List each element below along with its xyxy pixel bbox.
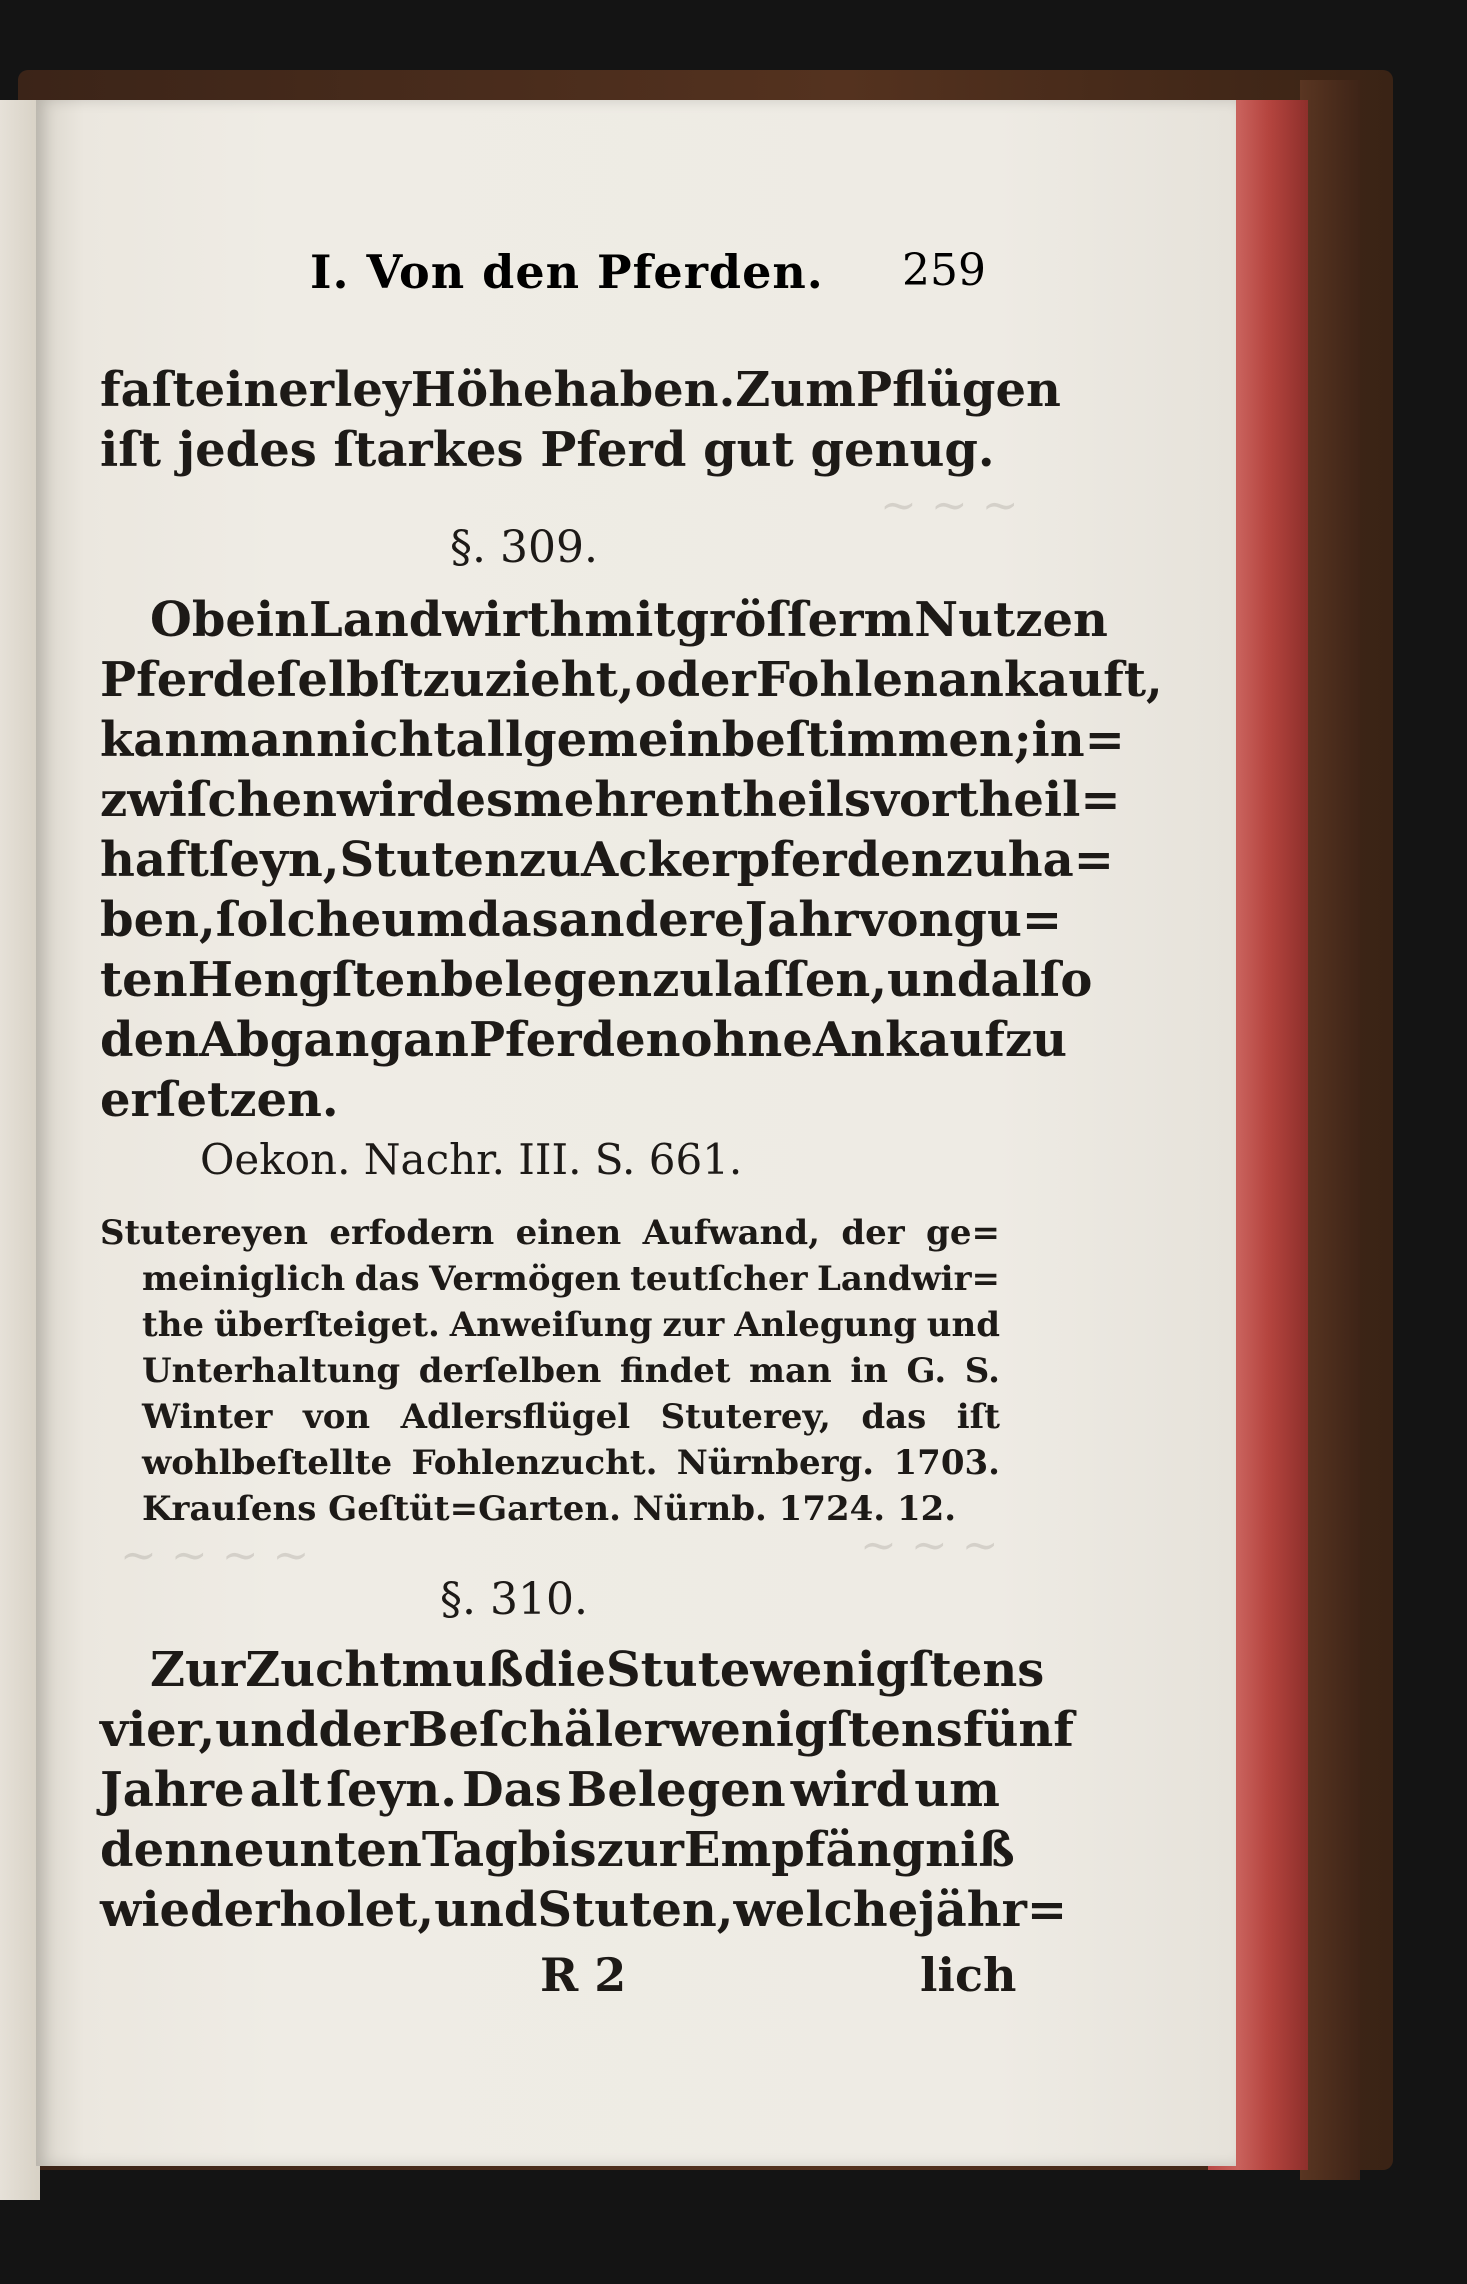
text-line xyxy=(100,1880,1068,1940)
word: Das xyxy=(461,1762,562,1818)
word: nicht xyxy=(316,712,456,768)
word: mit xyxy=(584,592,676,648)
bleed-through-mark: ~ ~ ~ xyxy=(860,1520,999,1571)
page-number: 259 xyxy=(902,245,986,296)
word: Anlegung xyxy=(734,1305,917,1345)
cover-edge xyxy=(1300,80,1360,2180)
word: überſteiget. xyxy=(213,1305,440,1345)
word: Ob xyxy=(150,592,226,648)
word: ha= xyxy=(1007,832,1114,888)
word: Jahre xyxy=(100,1762,245,1818)
word: zur xyxy=(596,1822,684,1878)
word: Unterhaltung xyxy=(142,1351,401,1391)
word: ten xyxy=(100,952,188,1008)
word: Höhe xyxy=(410,362,554,418)
text-line xyxy=(100,710,1125,770)
word: Nürnberg. xyxy=(676,1443,875,1483)
word: ohne xyxy=(680,1012,813,1068)
word: belegen xyxy=(440,952,653,1008)
word: Ankauf xyxy=(812,1012,1005,1068)
note-line xyxy=(142,1486,1000,1532)
word: wenigſtens xyxy=(668,1702,963,1758)
word: ein xyxy=(225,592,310,648)
word: laſſen, xyxy=(714,952,888,1008)
word: erſetzen. xyxy=(100,1072,339,1128)
word: und xyxy=(887,952,991,1008)
word: ſeyn, xyxy=(208,832,340,888)
word: gröſſerm xyxy=(675,592,915,648)
word: von xyxy=(858,892,954,948)
word: Hengſten xyxy=(187,952,441,1008)
word: einerley xyxy=(194,362,411,418)
word: an xyxy=(402,1012,469,1068)
word: den xyxy=(100,1822,199,1878)
word: die xyxy=(523,1642,606,1698)
word: vier, xyxy=(100,1702,216,1758)
word: Zum xyxy=(735,362,857,418)
note-line xyxy=(142,1440,1000,1486)
word: beſtimmen; xyxy=(721,712,1032,768)
word: teutſcher xyxy=(630,1259,808,1299)
word: oder xyxy=(634,652,756,708)
word: zu xyxy=(518,832,582,888)
word: man xyxy=(199,712,317,768)
word: und xyxy=(926,1305,1000,1345)
word: neunten xyxy=(199,1822,422,1878)
word: alt xyxy=(249,1762,322,1818)
word: findet xyxy=(619,1351,731,1391)
word: Ackerpferden xyxy=(581,832,946,888)
word: wird xyxy=(337,772,456,828)
word: ſolche xyxy=(215,892,382,948)
word: wiederholet, xyxy=(100,1882,435,1938)
word: Aufwand, xyxy=(642,1213,820,1253)
word: gu= xyxy=(953,892,1063,948)
running-head xyxy=(310,245,1000,305)
section-mark-309: §. 309. xyxy=(450,522,598,573)
word: zwiſchen xyxy=(100,772,338,828)
word: und xyxy=(434,1882,538,1938)
word: um xyxy=(914,1762,1000,1818)
word: Landwir= xyxy=(816,1259,1000,1299)
word: wird xyxy=(790,1762,910,1818)
text-line xyxy=(100,1820,1015,1880)
bleed-through-mark: ~ ~ ~ xyxy=(880,480,1019,531)
word: allgemein xyxy=(455,712,722,768)
word: ſelbſt xyxy=(276,652,423,708)
text-line xyxy=(100,650,1163,710)
word: den xyxy=(100,1012,199,1068)
word: Anweiſung xyxy=(449,1305,653,1345)
word: mehrentheils xyxy=(513,772,872,828)
word: Stuten xyxy=(339,832,519,888)
word: Stuterey, xyxy=(660,1397,831,1437)
word: jähr= xyxy=(918,1882,1068,1938)
text-line xyxy=(100,420,1000,480)
word: Pferden xyxy=(468,1012,681,1068)
word: Fohlenzucht. xyxy=(411,1443,658,1483)
word: wenigſtens xyxy=(750,1642,1045,1698)
word: Empfängniß xyxy=(683,1822,1015,1878)
text-line xyxy=(150,590,1108,650)
word: haben. xyxy=(553,362,736,418)
text-line xyxy=(100,830,1114,890)
previous-page-edge xyxy=(0,100,40,2200)
word: welche xyxy=(733,1882,919,1938)
text-line xyxy=(100,890,1063,950)
word: vortheil= xyxy=(871,772,1121,828)
word: S. xyxy=(964,1351,1000,1391)
word: G. xyxy=(906,1351,947,1391)
word: Vermögen xyxy=(429,1259,621,1299)
word: einen xyxy=(515,1213,622,1253)
word: es xyxy=(455,772,513,828)
text-line xyxy=(100,1760,1000,1820)
word: alſo xyxy=(990,952,1093,1008)
word: zu xyxy=(945,832,1008,888)
word: von xyxy=(302,1397,371,1437)
word: das xyxy=(354,1259,420,1299)
word: Belegen xyxy=(566,1762,786,1818)
text-line xyxy=(100,1700,1074,1760)
word: zuzieht, xyxy=(422,652,635,708)
word: in xyxy=(850,1351,888,1391)
word: muß xyxy=(401,1642,524,1698)
word: Beſchäler xyxy=(407,1702,669,1758)
running-head-title: I. Von den Pferden. xyxy=(310,245,824,299)
word: Zucht xyxy=(245,1642,402,1698)
reference-citation: Oekon. Nachr. III. S. 661. xyxy=(200,1135,743,1184)
word: Tag xyxy=(421,1822,518,1878)
word: Zur xyxy=(150,1642,246,1698)
word: das xyxy=(861,1397,927,1437)
word: das xyxy=(466,892,559,948)
text-line xyxy=(100,770,1121,830)
text-line xyxy=(100,360,1061,420)
word: andere xyxy=(558,892,745,948)
word: iſt xyxy=(956,1397,1000,1437)
word: bis xyxy=(517,1822,597,1878)
word: der xyxy=(841,1213,905,1253)
word: Pferde xyxy=(100,652,277,708)
word: Adlersflügel xyxy=(400,1397,631,1437)
word: ben, xyxy=(100,892,216,948)
word: ankauft, xyxy=(937,652,1163,708)
word: meiniglich xyxy=(142,1259,346,1299)
word: Krauſens Geſtüt=Garten. Nürnb. 1724. 12. xyxy=(142,1489,957,1529)
word: ge= xyxy=(926,1213,1000,1253)
note-line xyxy=(142,1302,1000,1348)
word: Nutzen xyxy=(914,592,1108,648)
word: derſelben xyxy=(418,1351,602,1391)
text-line xyxy=(100,1070,1000,1130)
text-line xyxy=(100,950,1093,1010)
word: der xyxy=(318,1702,408,1758)
note-line xyxy=(142,1256,1000,1302)
word: kan xyxy=(100,712,200,768)
word: zu xyxy=(1004,1012,1068,1068)
word: Fohlen xyxy=(755,652,938,708)
word: in= xyxy=(1031,712,1125,768)
word: zur xyxy=(662,1305,725,1345)
word: 1703. xyxy=(893,1443,1000,1483)
text-line xyxy=(150,1640,1045,1700)
word: erfodern xyxy=(329,1213,495,1253)
word: Abgang xyxy=(199,1012,403,1068)
word: ſeyn. xyxy=(326,1762,457,1818)
word: um xyxy=(381,892,467,948)
word: fünf xyxy=(962,1702,1074,1758)
word: the xyxy=(142,1305,205,1345)
word: wohlbeſtellte xyxy=(142,1443,393,1483)
word: haft xyxy=(100,832,209,888)
word: Landwirth xyxy=(309,592,585,648)
bleed-through-mark: ~ ~ ~ ~ xyxy=(120,1530,310,1581)
word: Stute xyxy=(605,1642,751,1698)
word: faſt xyxy=(100,362,195,418)
section-mark-310: §. 310. xyxy=(440,1574,588,1625)
note-line xyxy=(142,1394,1000,1440)
note-line xyxy=(100,1210,1000,1256)
catchword: lich xyxy=(920,1948,1017,2002)
text-line xyxy=(100,1010,1068,1070)
note-line xyxy=(142,1348,1000,1394)
word: Pflügen xyxy=(856,362,1061,418)
word: und xyxy=(215,1702,319,1758)
word: iſt jedes ſtarkes Pferd gut genug. xyxy=(100,422,995,478)
word: man xyxy=(749,1351,832,1391)
word: zu xyxy=(652,952,715,1008)
word: Stutereyen xyxy=(100,1213,308,1253)
word: Winter xyxy=(142,1397,273,1437)
word: Jahr xyxy=(744,892,859,948)
signature-mark: R 2 xyxy=(540,1948,627,2002)
word: Stuten, xyxy=(537,1882,734,1938)
